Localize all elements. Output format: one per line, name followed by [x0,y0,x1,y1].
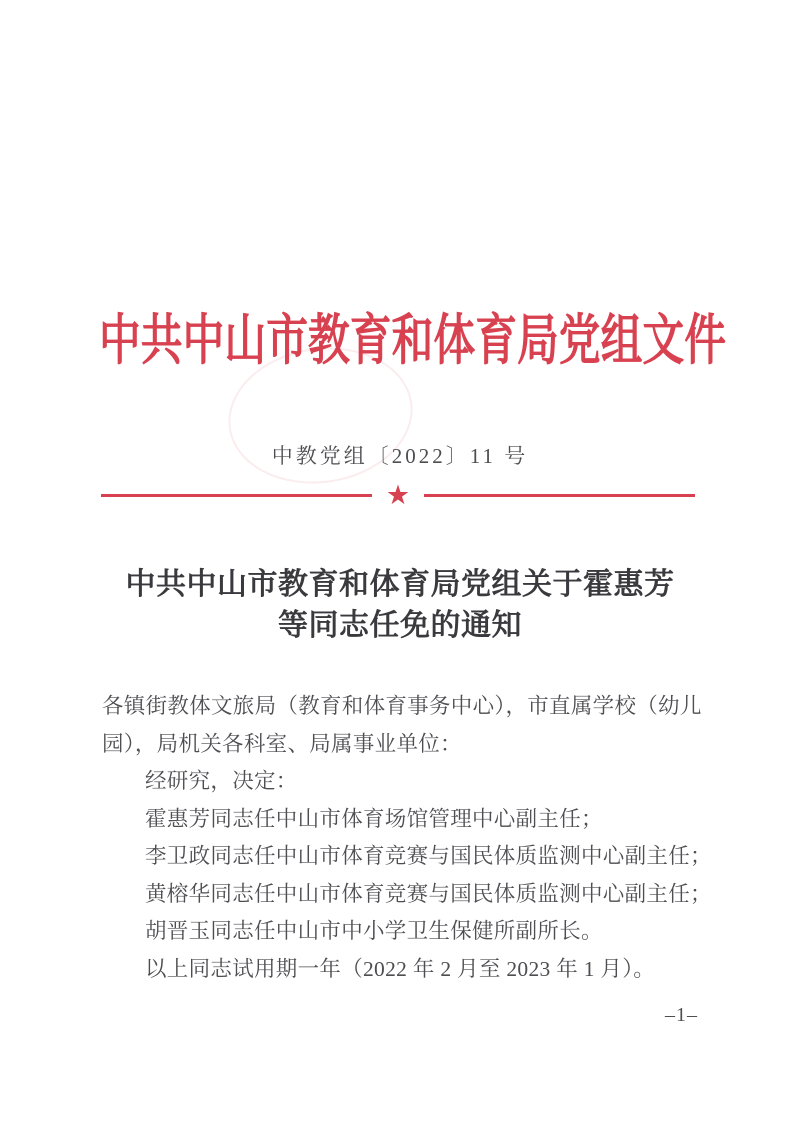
body-line-appointment-1: 霍惠芳同志任中山市体育场馆管理中心副主任； [145,806,603,831]
page-number: –1– [665,1004,698,1026]
document-header [0,296,800,375]
divider-line-right [424,494,695,497]
notice-body [102,688,712,988]
body-line-appointment-2: 李卫政同志任中山市体育竞赛与国民体质监测中心副主任； [145,844,712,868]
salutation-line-1: 各镇街教体文旅局（教育和体育事务中心），市直属学校（幼儿 [102,694,702,718]
star-icon: ★ [385,479,411,511]
body-line-probation: 以上同志试用期一年（2022 年 2 月至 2023 年 1 月）。 [145,956,656,981]
notice-title-line2: 等同志任免的通知 [278,609,522,642]
issuing-org-title: 中共中山市教育和体育局党组文件 [99,310,727,371]
document-number: 中教党组〔2022〕11 号 [271,444,529,468]
notice-title [0,564,800,646]
body-line-appointment-3: 黄榕华同志任中山市体育竞赛与国民体质监测中心副主任； [145,881,712,906]
notice-title-line1: 中共中山市教育和体育局党组关于霍惠芳 [125,568,675,601]
divider-line-left [101,494,372,497]
salutation-line-2: 园），局机关各科室、局属事业单位： [102,731,462,756]
header-divider [101,478,695,512]
body-line-appointment-4: 胡晋玉同志任中山市中小学卫生保健所副所长。 [145,919,603,943]
body-line-decision: 经研究，决定： [145,769,298,793]
